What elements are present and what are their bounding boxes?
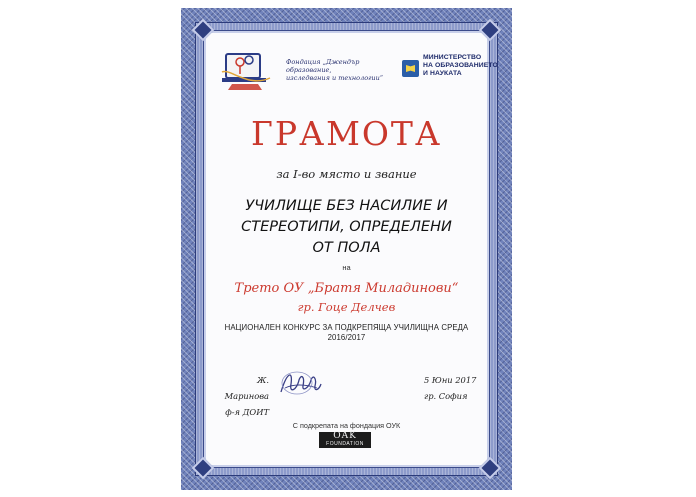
ministry-name: МИНИСТЕРСТВО НА ОБРАЗОВАНИЕТО И НАУКАТА	[423, 54, 498, 77]
signer-role: ф-я ДОИТ	[225, 407, 269, 417]
certificate-title: ГРАМОТА	[251, 114, 442, 153]
recipient-preposition: на	[342, 263, 351, 272]
school-city: гр. Гоце Делчев	[297, 300, 396, 314]
award-subtitle: за I-во място и звание	[276, 167, 417, 181]
date-place-block	[424, 372, 476, 404]
signer-block	[214, 372, 269, 420]
contest-name: НАЦИОНАЛЕН КОНКУРС ЗА ПОДКРЕПЯЩА УЧИЛИЩНА СРЕДА 2016/2017	[224, 323, 469, 342]
signer-name: Ж. Маринова	[224, 375, 269, 401]
oak-foundation-logo: OAK FOUNDATION	[319, 432, 371, 448]
gender-foundation-name: Фондация „Джендър образование, изследвания и технологии“	[286, 58, 384, 82]
project-title: УЧИЛИЩЕ БЕЗ НАСИЛИЕ И СТЕРЕОТИПИ, ОПРЕДЕЛЕНИ ОТ ПОЛА	[241, 198, 452, 256]
school-name: Трето ОУ „Братя Миладинови“	[234, 281, 459, 296]
support-note: С подкрепата на фондация ОУК	[292, 421, 401, 430]
issue-date: 5 Юни 2017	[424, 375, 477, 385]
handwritten-signature-icon	[277, 366, 323, 400]
issue-place: гр. София	[424, 391, 468, 401]
